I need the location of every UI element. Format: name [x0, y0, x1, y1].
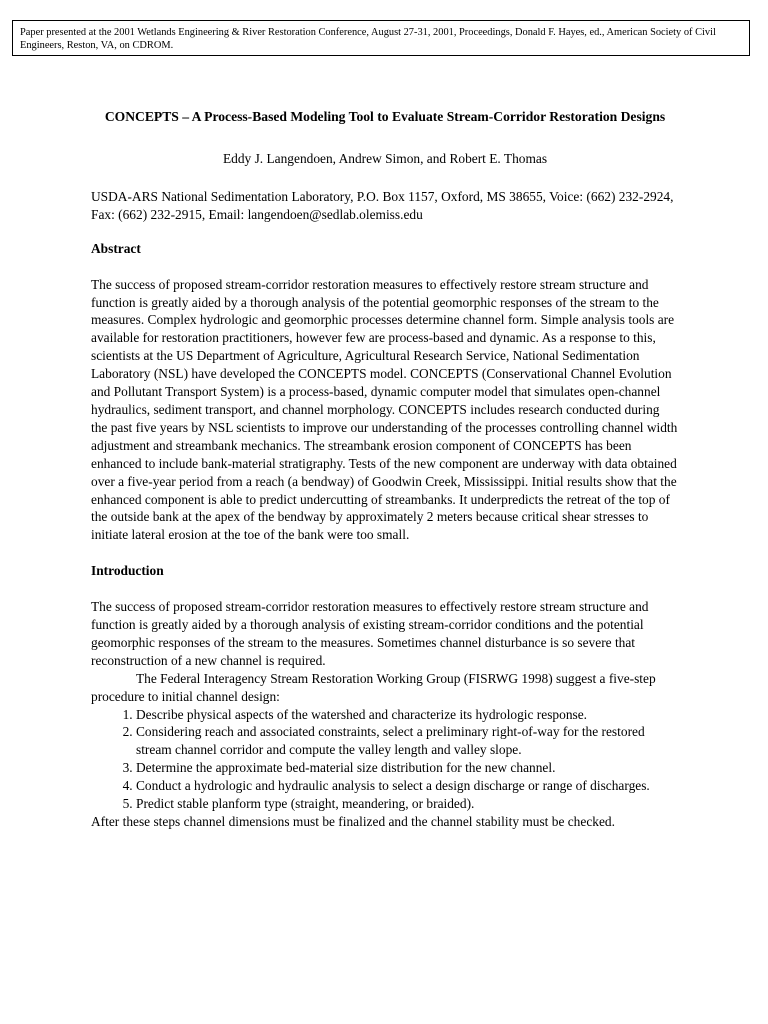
abstract-text: The success of proposed stream-corridor restoration measures to effectively restore stream structure and function is greatly aided by a thorough analysis of the potential geomorphic responses of the stream to the measures. Complex hydrologic and geomorphic processes determine channel form. Simple analysis tools are available for restoration practitioners, however few are process-based and dynamic. As a response to this, scientists at the US Department of Agriculture, Agricultural Research Service, National Sedimentation Laboratory (NSL) have developed the CONCEPTS model. CONCEPTS (Conservational Channel Evolution and Pollutant Transport System) is a process-based, dynamic computer model that simulates open-channel hydraulics, sediment transport, and channel morphology. CONCEPTS includes research conducted during the past five years by NSL scientists to improve our understanding of the processes controlling channel width adjustment and streambank mechanics. The streambank erosion component of CONCEPTS has been enhanced to include bank-material stratigraphy. Tests of the new component are underway with data obtained over a five-year period from a reach (a bendway) of Goodwin Creek, Mississippi. Initial results show that the enhanced component is able to predict undercutting of streambanks. It underpredicts the retreat of the top of the outside bank at the apex of the bendway by approximately 2 meters because critical shear stresses to initiate lateral erosion at the toe of the bank were too small.: [91, 276, 678, 543]
introduction-paragraph-2: The Federal Interagency Stream Restoration Working Group (FISRWG 1998) suggest a five-step procedure to initial channel design:: [91, 670, 656, 704]
design-steps-list: [91, 706, 679, 813]
paper-title: CONCEPTS – A Process-Based Modeling Tool to Evaluate Stream-Corridor Restoration Designs: [104, 109, 666, 124]
list-item: 5. Predict stable planform type (straight, meandering, or braided).: [136, 795, 679, 813]
paper-authors: Eddy J. Langendoen, Andrew Simon, and Robert E. Thomas: [222, 151, 548, 166]
paper-body: [91, 108, 679, 831]
conference-note-box: [12, 20, 750, 56]
introduction-heading: Introduction: [91, 563, 164, 579]
list-item: 3. Determine the approximate bed-material size distribution for the new channel.: [136, 759, 679, 777]
list-item: 4. Conduct a hydrologic and hydraulic analysis to select a design discharge or range of discharges.: [136, 777, 679, 795]
abstract-heading: Abstract: [91, 240, 141, 256]
list-item: 2. Considering reach and associated constraints, select a preliminary right-of-way for the restored stream channel corridor and compute the valley length and valley slope.: [136, 723, 679, 759]
introduction-paragraph-3: After these steps channel dimensions must be finalized and the channel stability must be checked.: [91, 814, 615, 829]
list-item: 1. Describe physical aspects of the watershed and characterize its hydrologic response.: [136, 706, 679, 724]
conference-note: Paper presented at the 2001 Wetlands Engineering & River Restoration Conference, August 27-31, 2001, Proceedings, Donald F. Hayes, ed., American Society of Civil Engineers, Reston, VA, on CDROM.: [20, 27, 716, 51]
author-affiliation: USDA-ARS National Sedimentation Laboratory, P.O. Box 1157, Oxford, MS 38655, Voice: (662) 232-2924, Fax: (662) 232-2915, Email: langendoen@sedlab.olemiss.edu: [91, 188, 674, 222]
introduction-paragraph-1: The success of proposed stream-corridor restoration measures to effectively restore stream structure and function is greatly aided by a thorough analysis of existing stream-corridor conditions and the potential geomorphic responses of the stream to the measures. Sometimes channel disturbance is so severe that reconstruction of a new channel is required.: [91, 599, 649, 668]
